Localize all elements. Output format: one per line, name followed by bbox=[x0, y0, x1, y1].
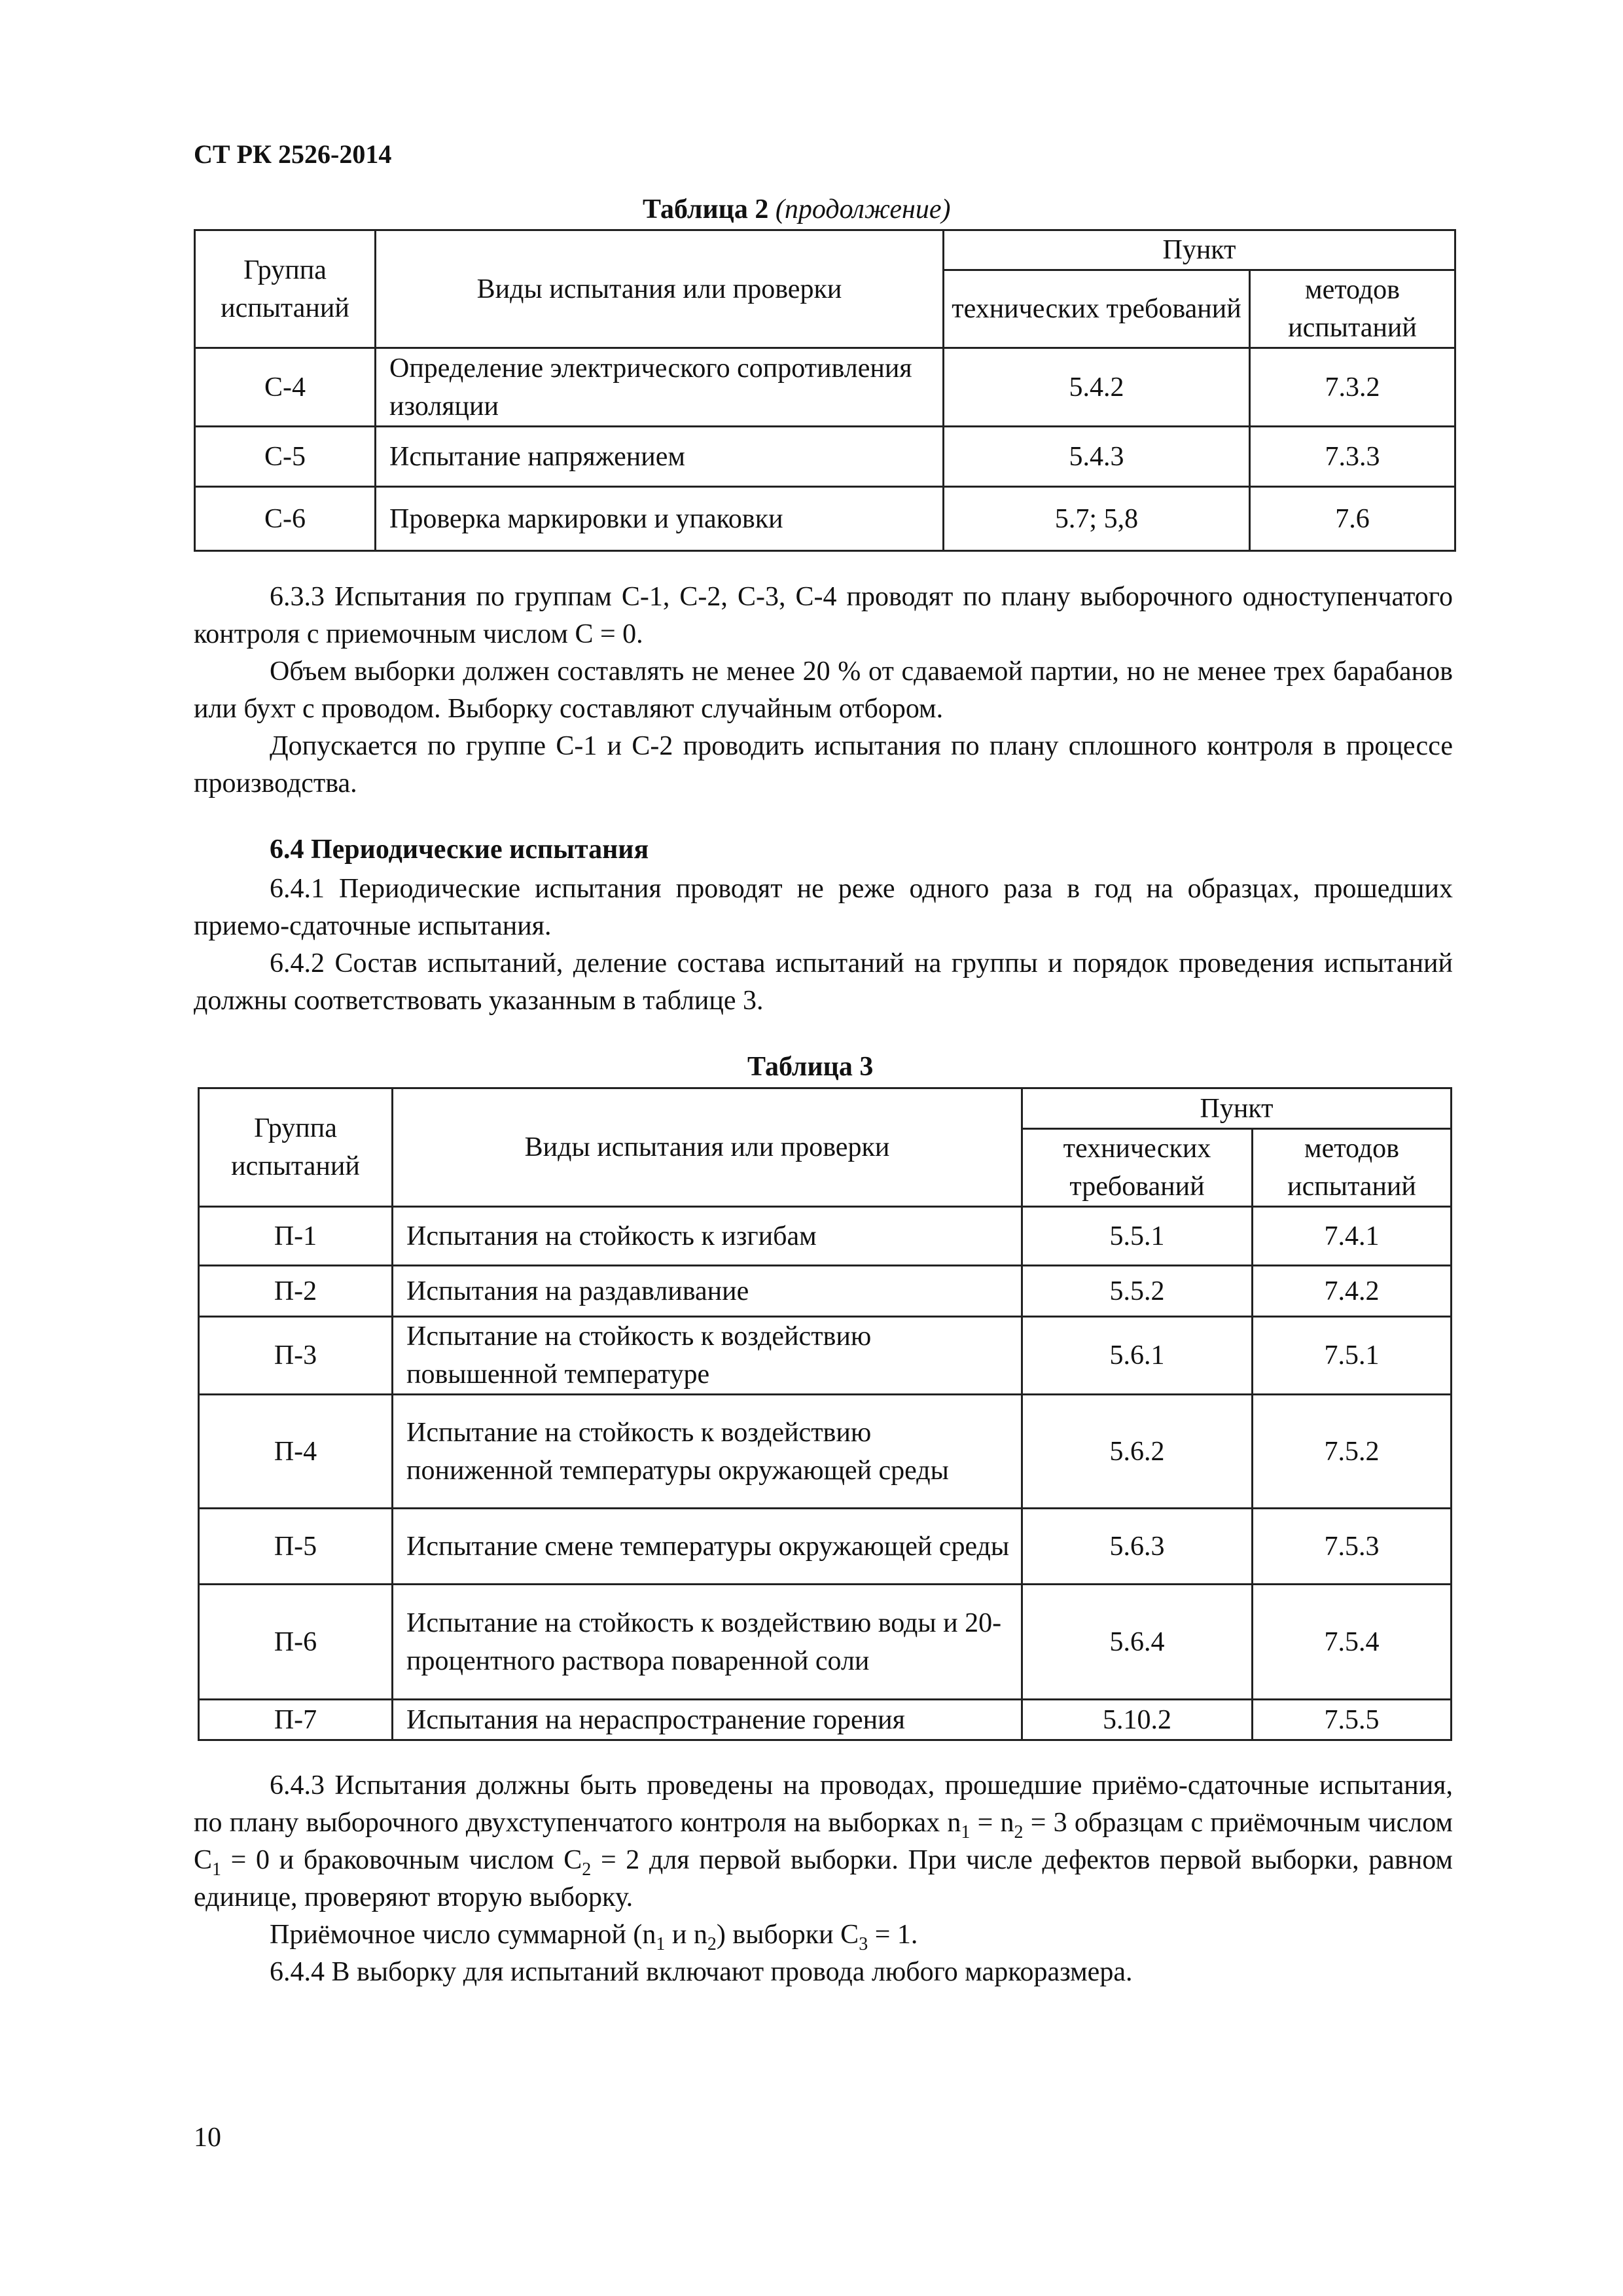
table2-header-point: Пункт bbox=[944, 230, 1455, 270]
table2-header-kind: Виды испытания или проверки bbox=[376, 230, 944, 348]
paragraph: Объем выборки должен составлять не менее 20 % от сдаваемой партии, но не менее трех барабанов или бухт с проводом. Выборку составляют случайным отбором. bbox=[194, 656, 1453, 724]
table3-cell-method: 7.5.5 bbox=[1253, 1700, 1452, 1740]
table-row bbox=[199, 1700, 1452, 1740]
table3-caption: Таблица 3 bbox=[747, 1052, 874, 1082]
table3-cell-group: П-1 bbox=[199, 1207, 393, 1266]
paragraph: 6.3.3 Испытания по группам С-1, С-2, С-3, С-4 проводят по плану выборочного одноступенчатого контроля с приемочным числом С = 0. bbox=[194, 582, 1453, 649]
table2-cell-kind: Проверка маркировки и упаковки bbox=[376, 487, 944, 551]
table3-cell-tech: 5.6.3 bbox=[1022, 1509, 1253, 1585]
table3-cell-kind: Испытание смене температуры окружающей среды bbox=[393, 1509, 1022, 1585]
table2-cell-group: С-4 bbox=[195, 348, 376, 427]
table3-cell-method: 7.4.1 bbox=[1253, 1207, 1452, 1266]
table3-cell-kind: Испытания на нераспространение горения bbox=[393, 1700, 1022, 1740]
table3-cell-tech: 5.5.1 bbox=[1022, 1207, 1253, 1266]
table3-cell-group: П-2 bbox=[199, 1266, 393, 1317]
section-6-4 bbox=[194, 870, 1453, 1020]
table3-cell-method: 7.5.3 bbox=[1253, 1509, 1452, 1585]
table3-cell-group: П-7 bbox=[199, 1700, 393, 1740]
table-row bbox=[199, 1207, 1452, 1266]
table3-cell-kind: Испытание на стойкость к воздействию воды и 20-процентного раствора поваренной соли bbox=[393, 1585, 1022, 1700]
table3-header-methods: методов испытаний bbox=[1253, 1129, 1452, 1207]
table3-cell-tech: 5.6.4 bbox=[1022, 1585, 1253, 1700]
table2-caption-title: Таблица 2 bbox=[643, 194, 769, 224]
table-row bbox=[195, 487, 1455, 551]
table2-header-tech: технических требований bbox=[944, 270, 1250, 348]
paragraph: 6.4.2 Состав испытаний, деление состава испытаний на группы и порядок проведения испытаний должны соответствовать указанным в таблице 3. bbox=[194, 948, 1453, 1016]
table-row bbox=[199, 1395, 1452, 1509]
section-6-3-3 bbox=[194, 579, 1453, 802]
table3-cell-kind: Испытания на раздавливание bbox=[393, 1266, 1022, 1317]
table3-header-group: Группа испытаний bbox=[199, 1088, 393, 1207]
table-row bbox=[199, 1317, 1452, 1395]
paragraph-acceptance-number: Приёмочное число суммарной ($n_1$ и $n_2$) выборки $С_3 = 1$. bbox=[270, 1920, 918, 1954]
table-row bbox=[195, 348, 1455, 427]
table2-cell-method: 7.6 bbox=[1250, 487, 1455, 551]
table3-cell-group: П-5 bbox=[199, 1509, 393, 1585]
table2-cell-kind: Определение электрического сопротивления изоляции bbox=[376, 348, 944, 427]
table2-cell-tech: 5.4.3 bbox=[944, 427, 1250, 487]
section-6-4-3 bbox=[194, 1767, 1453, 1991]
paragraph-6-4-4: 6.4.4 В выборку для испытаний включают провода любого маркоразмера. bbox=[270, 1957, 1133, 1987]
paragraph: Допускается по группе С-1 и С-2 проводить испытания по плану сплошного контроля в процессе производства. bbox=[194, 731, 1453, 798]
paragraph: 6.4.1 Периодические испытания проводят не реже одного раза в год на образцах, прошедших приемо-сдаточные испытания. bbox=[194, 874, 1453, 941]
table-3 bbox=[198, 1087, 1452, 1741]
table2-cell-tech: 5.4.2 bbox=[944, 348, 1250, 427]
table3-cell-group: П-3 bbox=[199, 1317, 393, 1395]
table-row bbox=[199, 1266, 1452, 1317]
table3-cell-group: П-6 bbox=[199, 1585, 393, 1700]
table3-cell-tech: 5.10.2 bbox=[1022, 1700, 1253, 1740]
table2-header-methods: методов испытаний bbox=[1250, 270, 1455, 348]
table2-caption-note: (продолжение) bbox=[775, 194, 951, 224]
document-code: СТ РК 2526-2014 bbox=[194, 139, 392, 169]
table3-cell-kind: Испытания на стойкость к изгибам bbox=[393, 1207, 1022, 1266]
table2-cell-method: 7.3.3 bbox=[1250, 427, 1455, 487]
table3-cell-method: 7.4.2 bbox=[1253, 1266, 1452, 1317]
table2-header-group: Группа испытаний bbox=[195, 230, 376, 348]
table-row bbox=[199, 1585, 1452, 1700]
table-row bbox=[195, 427, 1455, 487]
table2-cell-kind: Испытание напряжением bbox=[376, 427, 944, 487]
table2-caption bbox=[643, 194, 950, 225]
table-2 bbox=[194, 229, 1456, 552]
page-number: 10 bbox=[194, 2123, 221, 2153]
table3-cell-method: 7.5.1 bbox=[1253, 1317, 1452, 1395]
table-row bbox=[199, 1509, 1452, 1585]
table3-cell-method: 7.5.4 bbox=[1253, 1585, 1452, 1700]
table2-cell-group: С-5 bbox=[195, 427, 376, 487]
table3-cell-tech: 5.6.1 bbox=[1022, 1317, 1253, 1395]
table3-header-point: Пункт bbox=[1022, 1088, 1452, 1129]
table3-cell-group: П-4 bbox=[199, 1395, 393, 1509]
table3-cell-tech: 5.6.2 bbox=[1022, 1395, 1253, 1509]
table2-cell-tech: 5.7; 5,8 bbox=[944, 487, 1250, 551]
table3-header-kind: Виды испытания или проверки bbox=[393, 1088, 1022, 1207]
section-heading: 6.4 Периодические испытания bbox=[270, 834, 649, 865]
paragraph-6-4-3: 6.4.3 Испытания должны быть проведены на проводах, прошедшие приёмо-сдаточные испытания, по плану выборочного двухступенчатого контроля на выборках $n_1 = n_2 = 3$ образцам с приёмочным числом $С_1 = 0$ и браковочным числом $С_2 = 2$ для первой выборки. При числе дефектов первой выборки, равном единице, проверяют вторую выборку. bbox=[194, 1770, 1454, 1912]
table2-cell-method: 7.3.2 bbox=[1250, 348, 1455, 427]
table3-cell-kind: Испытание на стойкость к воздействию повышенной температуре bbox=[393, 1317, 1022, 1395]
table3-cell-kind: Испытание на стойкость к воздействию пониженной температуры окружающей среды bbox=[393, 1395, 1022, 1509]
table2-cell-group: С-6 bbox=[195, 487, 376, 551]
table3-cell-method: 7.5.2 bbox=[1253, 1395, 1452, 1509]
table3-header-tech: технических требований bbox=[1022, 1129, 1253, 1207]
table3-cell-tech: 5.5.2 bbox=[1022, 1266, 1253, 1317]
